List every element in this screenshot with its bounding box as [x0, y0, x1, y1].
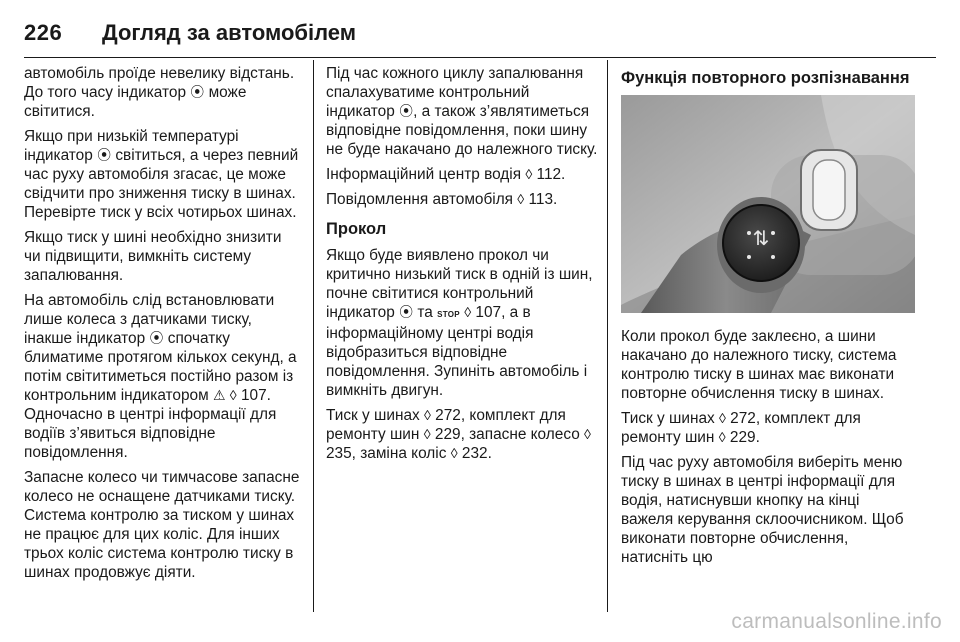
paragraph: Якщо тиск у шині необхідно знизити чи підвищити, вимкніть систему запалювання. [24, 229, 282, 284]
page-ref-icon: ◊ [423, 407, 431, 423]
section-heading: Функція повторного розпізнавання [621, 69, 910, 87]
paragraph: Коли прокол буде заклеєно, а шини накачано до належного тиску, система контролю тиску в шинах має виконати повторне обчислення тиску в шинах. [621, 328, 897, 402]
page-ref-icon: ◊ [718, 429, 726, 445]
paragraph: Якщо буде виявлено прокол чи критично низький тиск в одній із шин, почне світитися контрольний індикатор ⦿ та STOP ◊ 107, а в інформаційному центрі водія відобразиться відповідне повідомлення. Зупиніть автомобіль і вимкніть двигун. [326, 247, 593, 399]
tire-pressure-icon: ⦿ [149, 330, 164, 346]
paragraph: Під час руху автомобіля виберіть меню тиску в шинах в центрі інформації для водія, натиснувши кнопку на кінці важеля керування склоочисником. Щоб виконати повторне обчислення, натисніть цю [621, 454, 904, 566]
tire-pressure-icon: ⦿ [190, 84, 205, 100]
page-number: 226 [24, 20, 63, 45]
page-ref-icon: ◊ [450, 445, 458, 461]
tire-pressure-icon: ⦿ [97, 147, 112, 163]
column-divider-2 [607, 60, 608, 612]
tire-pressure-icon: ⦿ [399, 304, 414, 320]
page-ref-icon: ◊ [525, 166, 533, 182]
section-heading: Прокол [326, 220, 387, 238]
svg-text:⇅: ⇅ [752, 226, 770, 250]
paragraph: Якщо при низькій температурі індикатор ⦿ світиться, а через певний час руху автомобіля згасає, це може свідчити про зниження тиску в шинах. Перевірте тиск у всіх чотирьох шинах. [24, 128, 299, 221]
column-2 [326, 64, 598, 469]
stop-icon: STOP [437, 310, 460, 319]
watermark: carmanualsonline.info [731, 610, 942, 633]
paragraph: Тиск у шинах ◊ 272, комплект для ремонту шин ◊ 229, запасне колесо ◊ 235, заміна коліс ◊ 232. [326, 407, 591, 462]
page-ref-icon: ◊ [423, 426, 431, 442]
page-ref-icon: ◊ [517, 191, 525, 207]
paragraph: Під час кожного циклу запалювання спалахуватиме контрольний індикатор ⦿, а також з’являтиметься відповідне повідомлення, поки шину не буде накачано до належного тиску. [326, 65, 598, 158]
wiper-lever-button-illustration [621, 95, 915, 313]
paragraph: Інформаційний центр водія ◊ 112. [326, 166, 566, 183]
page-ref-icon: ◊ [464, 304, 472, 320]
page-title: Догляд за автомобілем [102, 20, 357, 45]
paragraph: Запасне колесо чи тимчасове запасне колесо не оснащене датчиками тиску. Система контролю за тиском у шинах не працює для цих коліс. Для інших трьох коліс система контролю тиску в шинах продовжує діяти. [24, 469, 300, 581]
tire-warning-icon: ⚠ [212, 387, 226, 403]
paragraph: Тиск у шинах ◊ 272, комплект для ремонту шин ◊ 229. [621, 410, 861, 446]
column-divider-1 [313, 60, 314, 612]
tire-pressure-icon: ⦿ [399, 103, 414, 119]
page-ref-icon: ◊ [584, 426, 591, 442]
header-rule [24, 57, 936, 58]
page-ref-icon: ◊ [718, 410, 726, 426]
column-1 [24, 64, 302, 588]
page-ref-icon: ◊ [229, 387, 237, 403]
column-3 [621, 64, 915, 573]
paragraph: автомобіль проїде невелику відстань. До того часу індикатор ⦿ може світитися. [24, 65, 295, 120]
paragraph: На автомобіль слід встановлювати лише колеса з датчиками тиску, інакше індикатор ⦿ спочатку блиматиме протягом кількох секунд, а потім світитиметься постійно разом із контрольним індикатором ⚠ ◊ 107. Одночасно в центрі інформації для водіїв з’явиться відповідне повідомлення. [24, 292, 297, 461]
paragraph: Повідомлення автомобіля ◊ 113. [326, 191, 558, 208]
